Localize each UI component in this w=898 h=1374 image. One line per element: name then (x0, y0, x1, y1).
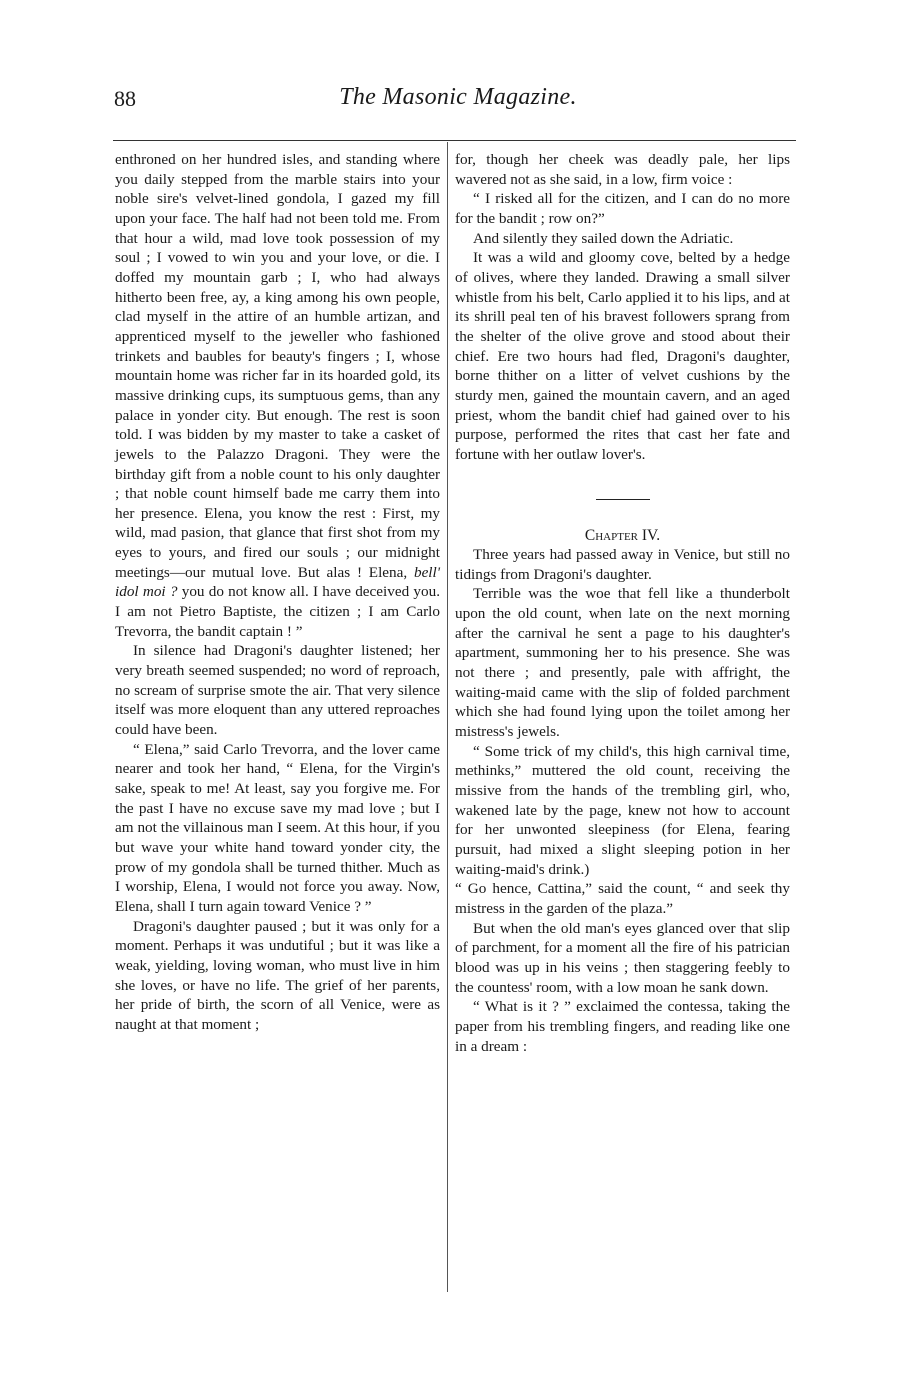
running-title: The Masonic Magazine. (339, 84, 577, 110)
paragraph: “ Go hence, Cattina,” said the count, “ and seek thy mistress in the garden of the plaza.” (455, 880, 790, 917)
paragraph (115, 150, 440, 641)
paragraph: But when the old man's eyes glanced over that slip of parchment, for a moment all the fire of his patrician blood was up in his veins ; then staggering feebly to the countess' room, with a low moan he sank down. (455, 919, 790, 996)
paragraph: Three years had passed away in Venice, but still no tidings from Dragoni's daughter. (455, 546, 790, 583)
paragraph: Terrible was the woe that fell like a thunderbolt upon the old count, when late on the next morning after the carnival he sent a page to his daughter's apartment, summoning her to his presence. She was not there ; and presently, pale with affright, the waiting-maid came with the slip of folded parchment which she had found lying upon the toilet among her mistress's jewels. (455, 585, 790, 741)
paragraph-text: enthroned on her hundred isles, and standing where you daily stepped from the marble stairs into your noble sire's velvet-lined gondola, I gazed my fill upon your face. The half had not been told me. From that hour a wild, mad love took possession of my soul ; I vowed to win you and your love, or die. I doffed my mountain garb ; I, who had always hitherto been free, ay, a king among his own people, clad myself in the attire of an humble artizan, and apprenticed myself to the jeweller who fashioned trinkets and baubles for beauty's fingers ; I, whose mountain home was richer far in its hoarded gold, its massive drinking cups, its sumptuous gems, than any palace in yonder city. But enough. The rest is soon told. I was bidden by my master to take a casket of jewels to the Palazzo Dragoni. They were the birthday gift from a noble count to his only daughter ; that noble count himself bade me carry them into her presence. Elena, you know the rest : First, my wild, mad pasion, that glance that first shot from my eyes to yours, and fired our souls ; our midnight meetings—our mutual love. But alas ! Elena, (115, 151, 440, 581)
italic-phrase: bell' idol moi ? (115, 563, 440, 601)
header-rule (113, 140, 796, 141)
paragraph: It was a wild and gloomy cove, belted by a hedge of olives, where they landed. Drawing a small silver whistle from his belt, Carlo applied it to his lips, and at its shrill peal ten of his bravest followers sprang from the shelter of the olive grove and stood about their chief. Ere two hours had fled, Dragoni's daughter, borne thither on a litter of velvet cushions by the sturdy men, gained the mountain cavern, and an aged priest, whom the bandit chief had gained over to his purpose, performed the rites that cast her fate and fortune with her outlaw lover's. (455, 249, 790, 463)
paragraph: “ What is it ? ” exclaimed the contessa, taking the paper from his trembling fingers, and reading like one in a dream : (455, 998, 790, 1055)
paragraph: “ I risked all for the citizen, and I can do no more for the bandit ; row on?” (455, 190, 790, 227)
paragraph: for, though her cheek was deadly pale, her lips wavered not as she said, in a low, firm voice : (455, 151, 790, 188)
chapter-heading: Chapter IV. (584, 526, 661, 544)
paragraph: In silence had Dragoni's daughter listened; her very breath seemed suspended; no word of reproach, no scream of surprise smote the air. That very silence itself was more eloquent than any uttered reproaches could have been. (115, 642, 440, 739)
left-column (115, 150, 440, 1035)
paragraph: Dragoni's daughter paused ; but it was only for a moment. Perhaps it was undutiful ; but it was like a weak, yielding, loving woman, who must live in him she loves, or have no life. The grief of her parents, her pride of birth, the scorn of all Venice, were as naught at that moment ; (115, 917, 440, 1033)
paragraph: “ Some trick of my child's, this high carnival time, methinks,” muttered the old count, receiving the missive from the hands of the trembling girl, who, wakened late by the page, knew not how to account for her unwonted sleepiness (for Elena, fearing pursuit, had mixed a slight sleeping potion in her waiting-maid's drink.) (455, 742, 790, 878)
paragraph: “ Elena,” said Carlo Trevorra, and the lover came nearer and took her hand, “ Elena, for the Virgin's sake, speak to me! At least, say you forgive me. For the past I have no excuse save my mad love ; but I am not the villainous man I seem. At this hour, if you but wave your white hand toward yonder city, the prow of my gondola shall be turned thither. Much as I worship, Elena, I would not force you away. Now, Elena, shall I turn again toward Venice ? ” (115, 740, 440, 915)
page-number: 88 (114, 86, 136, 111)
paragraph: And silently they sailed down the Adriatic. (473, 229, 734, 247)
chapter-divider-rule (596, 499, 650, 500)
column-divider (447, 142, 448, 1292)
right-column (455, 150, 790, 1056)
paragraph-text: you do not know all. I have deceived you. I am not Pietro Baptiste, the citizen ; I am Carlo Trevorra, the bandit captain ! ” (115, 583, 440, 640)
